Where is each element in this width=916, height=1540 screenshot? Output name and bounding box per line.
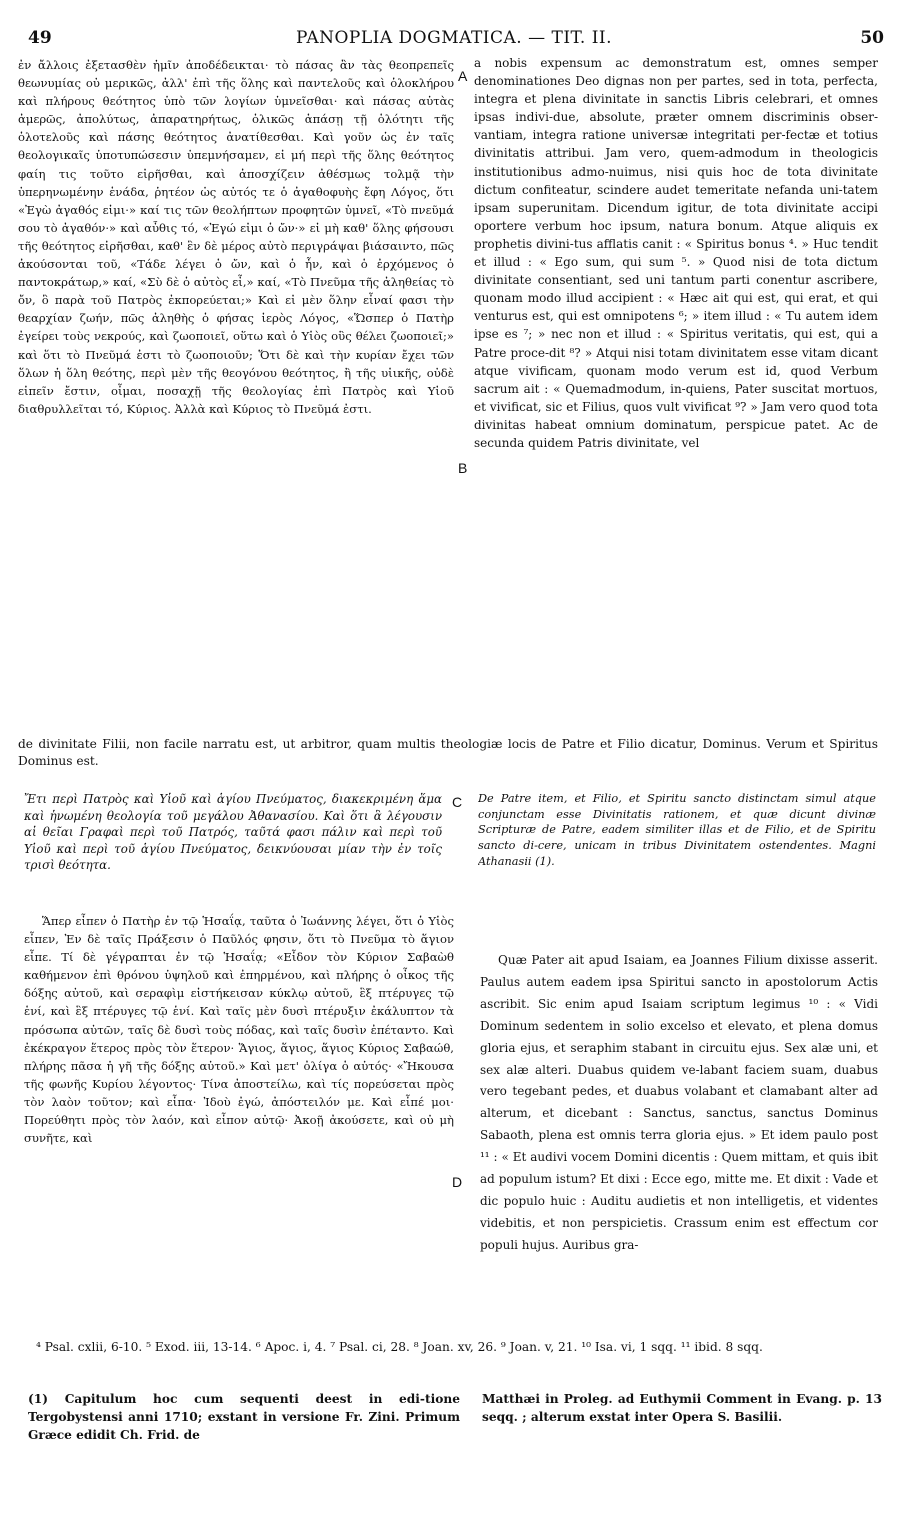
margin-marker-b: B xyxy=(458,460,468,476)
footnote-right-text: Matthæi in Proleg. ad Euthymii Comment in Evang. p. 13 seqq. ; alterum exstat inter Opera S. Basilii. xyxy=(482,1392,882,1424)
margin-marker-c: C xyxy=(452,794,463,810)
scripture-references xyxy=(36,1338,882,1356)
latin-column-bottom xyxy=(480,950,878,1330)
footnote-right xyxy=(482,1390,882,1426)
latin-paragraph-bottom: Quæ Pater ait apud Isaiam, ea Joannes Filium dixisse asserit. Paulus autem eadem ipsa Spiritui sancto in apostolorum Actis ascribit. Sic enim apud Isaiam scriptum legimus ¹⁰ : « Vidi Dominum sedentem in solio excelso et elevato, et plena domus gloria ejus, et seraphim stabant in circuitu ejus. Sex alæ uni, et sex alæ alteri. Duabus quidem ve-labant faciem suam, duabus vero tegebant pedes, et duabus volabant et clamabant alter ad alterum, et dicebant : Sanctus, sanctus, sanctus Dominus Sabaoth, plena est omnis terra gloria ejus. » Et idem paulo post ¹¹ : « Et audivi vocem Domini dicentis : Quem mittam, et quis ibit ad populum istum? Et dixi : Ecce ego, mitte me. Et dixit : Vade et dic populo huic : Auditu audietis et non intelligetis, et videntes videbitis, et non perspicietis. Crassum enim est effectum cor populi hujus. Auribus gra- xyxy=(480,953,878,1252)
page-number-right: 50 xyxy=(860,28,884,48)
running-header xyxy=(18,28,890,56)
latin-full-width-line xyxy=(18,736,878,770)
running-title: PANOPLIA DOGMATICA. — TIT. II. xyxy=(295,28,613,48)
page-number-left: 49 xyxy=(28,28,52,48)
latin-column-top xyxy=(474,54,878,738)
margin-marker-a: A xyxy=(458,68,468,84)
greek-column-bottom xyxy=(24,912,454,1332)
scripture-references-text: ⁴ Psal. cxlii, 6-10. ⁵ Exod. iii, 13-14. ⁶ Apoc. i, 4. ⁷ Psal. ci, 28. ⁸ Joan. xv, 26. ⁹ Joan. v, 21. ¹⁰ Isa. vi, 1 sqq. ¹¹ ibid. 8 sqq. xyxy=(36,1340,763,1354)
footnote-left-text: (1) Capitulum hoc cum sequenti deest in edi-tione Tergobystensi anni 1710; exstant in versione Fr. Zini. Primum Græce edidit Ch. Frid. de xyxy=(28,1392,460,1442)
margin-marker-d: D xyxy=(452,1174,463,1190)
document-page xyxy=(18,28,890,1528)
greek-paragraph-bottom: Ἅπερ εἶπεν ὁ Πατὴρ ἐν τῷ Ἡσαΐᾳ, ταῦτα ὁ Ἰωάννης λέγει, ὅτι ὁ Υἱὸς εἶπεν, Ἐν δὲ ταῖς Πράξεσιν ὁ Παῦλός φησιν, ὅτι τὸ Πνεῦμα τὸ ἅγιον εἶπε. Τί δὲ γέγραπται ἐν τῷ Ἡσαΐᾳ; «Εἶδον τὸν Κύριον Σαβαὼθ καθήμενον ἐπὶ θρόνου ὑψηλοῦ καὶ ἐπηρμένου, καὶ πλήρης ὁ οἶκος τῆς δόξης αὐτοῦ, καὶ σεραφὶμ εἱστήκεισαν κύκλῳ αὐτοῦ, ἓξ πτέρυγες τῷ ἑνί, καὶ ἓξ πτέρυγες τῷ ἑνί. Καὶ ταῖς μὲν δυσὶ πτέρυξιν ἐκάλυπτον τὰ πρόσωπα αὐτῶν, ταῖς δὲ δυσὶ τοὺς πόδας, καὶ ταῖς δυσὶν ἐπέταντο. Καὶ ἐκέκραγον ἕτερος πρὸς τὸν ἕτερον· Ἅγιος, ἅγιος, ἅγιος Κύριος Σαβαώθ, πλήρης πᾶσα ἡ γῆ τῆς δόξης αὐτοῦ.» Καὶ μετ' ὀλίγα ὁ αὐτός· «Ἤκουσα τῆς φωνῆς Κυρίου λέγοντος· Τίνα ἀποστείλω, καὶ τίς πορεύσεται πρὸς τὸν λαὸν τοῦτον; καὶ εἶπα· Ἰδοὺ ἐγώ, ἀπόστειλόν με. Καὶ εἶπέ μοι· Πορεύθητι πρὸς τὸν λαόν, καὶ εἶπον αὐτῷ· Ἀκοῇ ἀκούσετε, καὶ οὐ μὴ συνῆτε, καὶ xyxy=(24,914,454,1146)
latin-section-heading xyxy=(478,791,876,901)
footnote-left xyxy=(28,1390,460,1444)
latin-heading-text: De Patre item, et Filio, et Spiritu sancto distinctam simul atque conjunctam esse Divinitatis rationem, et quæ dicunt divinæ Scripturæ de Patre, eadem similiter illas et de Filio, et de Spiritu sancto di-cere, unicam in tribus Divinitatem ostendentes. Magni Athanasii (1). xyxy=(478,792,876,868)
greek-section-heading xyxy=(24,791,442,909)
latin-full-width-text: de divinitate Filii, non facile narratu est, ut arbitror, quam multis theologiæ locis de Patre et Filio dicatur, Dominus. Verum et Spiritus Dominus est. xyxy=(18,737,878,768)
greek-paragraph-top: ἐν ἄλλοις ἐξετασθὲν ἡμῖν ἀποδέδεικται· τὸ πάσας ἂν τὰς θεοπρεπεῖς θεωνυμίας οὐ μερικῶς, ἀλλ' ἐπὶ τῆς ὅλης καὶ παντελοῦς καὶ ὁλοκλήρου καὶ πλήρους θεότητος ὑπὸ τῶν λογίων ὑμνεῖσθαι· καὶ πάσας αὐτὰς ἀμερῶς, ἀπολύτως, ἀπαρατηρήτως, ὁλικῶς ἁπάσῃ τῇ ὁλότητι τῆς ὁλοτελοῦς καὶ πάσης θεότητος ἀνατίθεσθαι. Καὶ γοῦν ὡς ἐν ταῖς θεολογικαῖς ὑποτυπώσεσιν ὑπεμνήσαμεν, εἰ μή περὶ τῆς ὅλης θεότητος φαίη τις τοῦτο εἰρῆσθαι, καὶ ἀποσχίζειν ἀθέσμως τολμᾷ τὴν ὑπερηνωμένην ἑνάδα, ῥητέον ὡς αὐτός τε ὁ ἀγαθοφυὴς ἔφη Λόγος, ὅτι «Ἐγὼ ἀγαθός εἰμι·» καί τις τῶν θεολήπτων προφητῶν ὑμνεῖ, «Τὸ πνεῦμά σου τὸ ἀγαθόν·» καὶ αὖθις τό, «Ἐγώ εἰμι ὁ ὤν·» εἰ μὴ καθ' ὅλης φήσουσι τῆς θεότητος εἰρῆσθαι, καθ' ἓν δὲ μέρος αὐτὸ περιγράψαι βιάσαιντο, πῶς ἀκούσονται τοῦ, «Τάδε λέγει ὁ ὤν, καὶ ὁ ἦν, καὶ ὁ ἐρχόμενος ὁ παντοκράτωρ,» καί, «Σὺ δὲ ὁ αὐτὸς εἶ,» καί, «Τὸ Πνεῦμα τῆς ἀληθείας τὸ ὄν, ὃ παρὰ τοῦ Πατρὸς ἐκπορεύεται;» Καὶ εἰ μὲν ὅλην εἶναί φασι τὴν θεαρχίαν ζωήν, πῶς ἀληθὴς ὁ φήσας ἱερὸς Λόγος, «Ὥσπερ ὁ Πατὴρ ἐγείρει τοὺς νεκρούς, καὶ ζωοποιεῖ, οὕτω καὶ ὁ Υἱὸς οὓς θέλει ζωοποιεῖ;» καὶ ὅτι τὸ Πνεῦμά ἐστι τὸ ζωοποιοῦν; Ὅτι δὲ καὶ τὴν κυρίαν ἔχει τῶν ὅλων ἡ ὅλη θεότης, περὶ μὲν τῆς θεογόνου θεότητος, ἢ τῆς υἱικῆς, οὐδὲ εἰπεῖν ἔστιν, οἶμαι, ποσαχῇ τῆς θεολογίας ἐπὶ Πατρὸς καὶ Υἱοῦ διαθρυλλεῖται τό, Κύριος. Ἀλλὰ καὶ Κύριος τὸ Πνεῦμά ἐστι. xyxy=(18,58,454,416)
greek-column-top xyxy=(18,56,454,736)
latin-paragraph-top: a nobis expensum ac demonstratum est, omnes semper denominationes Deo dignas non per partes, sed in tota, perfecta, integra et plena divinitate in sanctis Libris celebrari, et omnes ipsas indivi-due, absolute, præter omnem discriminis obser-vantiam, integra ratione universæ integritati per-fectæ et totius divinitatis attribui. Jam vero, quem-admodum in theologicis institutionibus admo-nuimus, nisi quis hoc de tota divinitate dictum confiteatur, scindere audet temeritate nefanda uni-tatem ipsam superunitam. Dicendum igitur, de tota divinitate accipi oportere verbum hoc ipsum, natura bonum. Atque aliquis ex prophetis divini-tus afflatis canit : « Spiritus bonus ⁴. » Huc tendit et illud : « Ego sum, qui sum ⁵. » Quod nisi de tota dictum divinitate consentiant, sed uni tantum parti conentur ascribere, quonam modo illud accipient : « Hæc ait qui est, qui erat, et qui venturus est, qui est omnipotens ⁶; » item illud : « Tu autem idem ipse es ⁷; » nec non et illud : « Spiritus veritatis, qui est, qui a Patre proce-dit ⁸? » Atqui nisi totam divinitatem esse vitam dicant atque vivificam, quonam modo verum est id, quod Verbum sacrum ait : « Quemadmodum, in-quiens, Pater suscitat mortuos, et vivificat, sic et Filius, quos vult vivificat ⁹? » Jam vero quod tota divinitas habeat omnium dominatum, perspicue patet. Ac de secunda quidem Patris divinitate, vel xyxy=(474,56,878,450)
greek-heading-text: Ἔτι περὶ Πατρὸς καὶ Υἱοῦ καὶ ἁγίου Πνεύματος, διακεκριμένη ἅμα καὶ ἡνωμένη θεολογία τοῦ μεγάλου Ἀθανασίου. Καὶ ὅτι ἃ λέγουσιν αἱ θεῖαι Γραφαὶ περὶ τοῦ Πατρός, ταῦτά φασι πάλιν καὶ περὶ τοῦ Υἱοῦ καὶ περὶ τοῦ ἁγίου Πνεύματος, δεικνύουσαι μίαν τὴν ἐν τοῖς τρισὶ θεότητα. xyxy=(24,792,442,873)
